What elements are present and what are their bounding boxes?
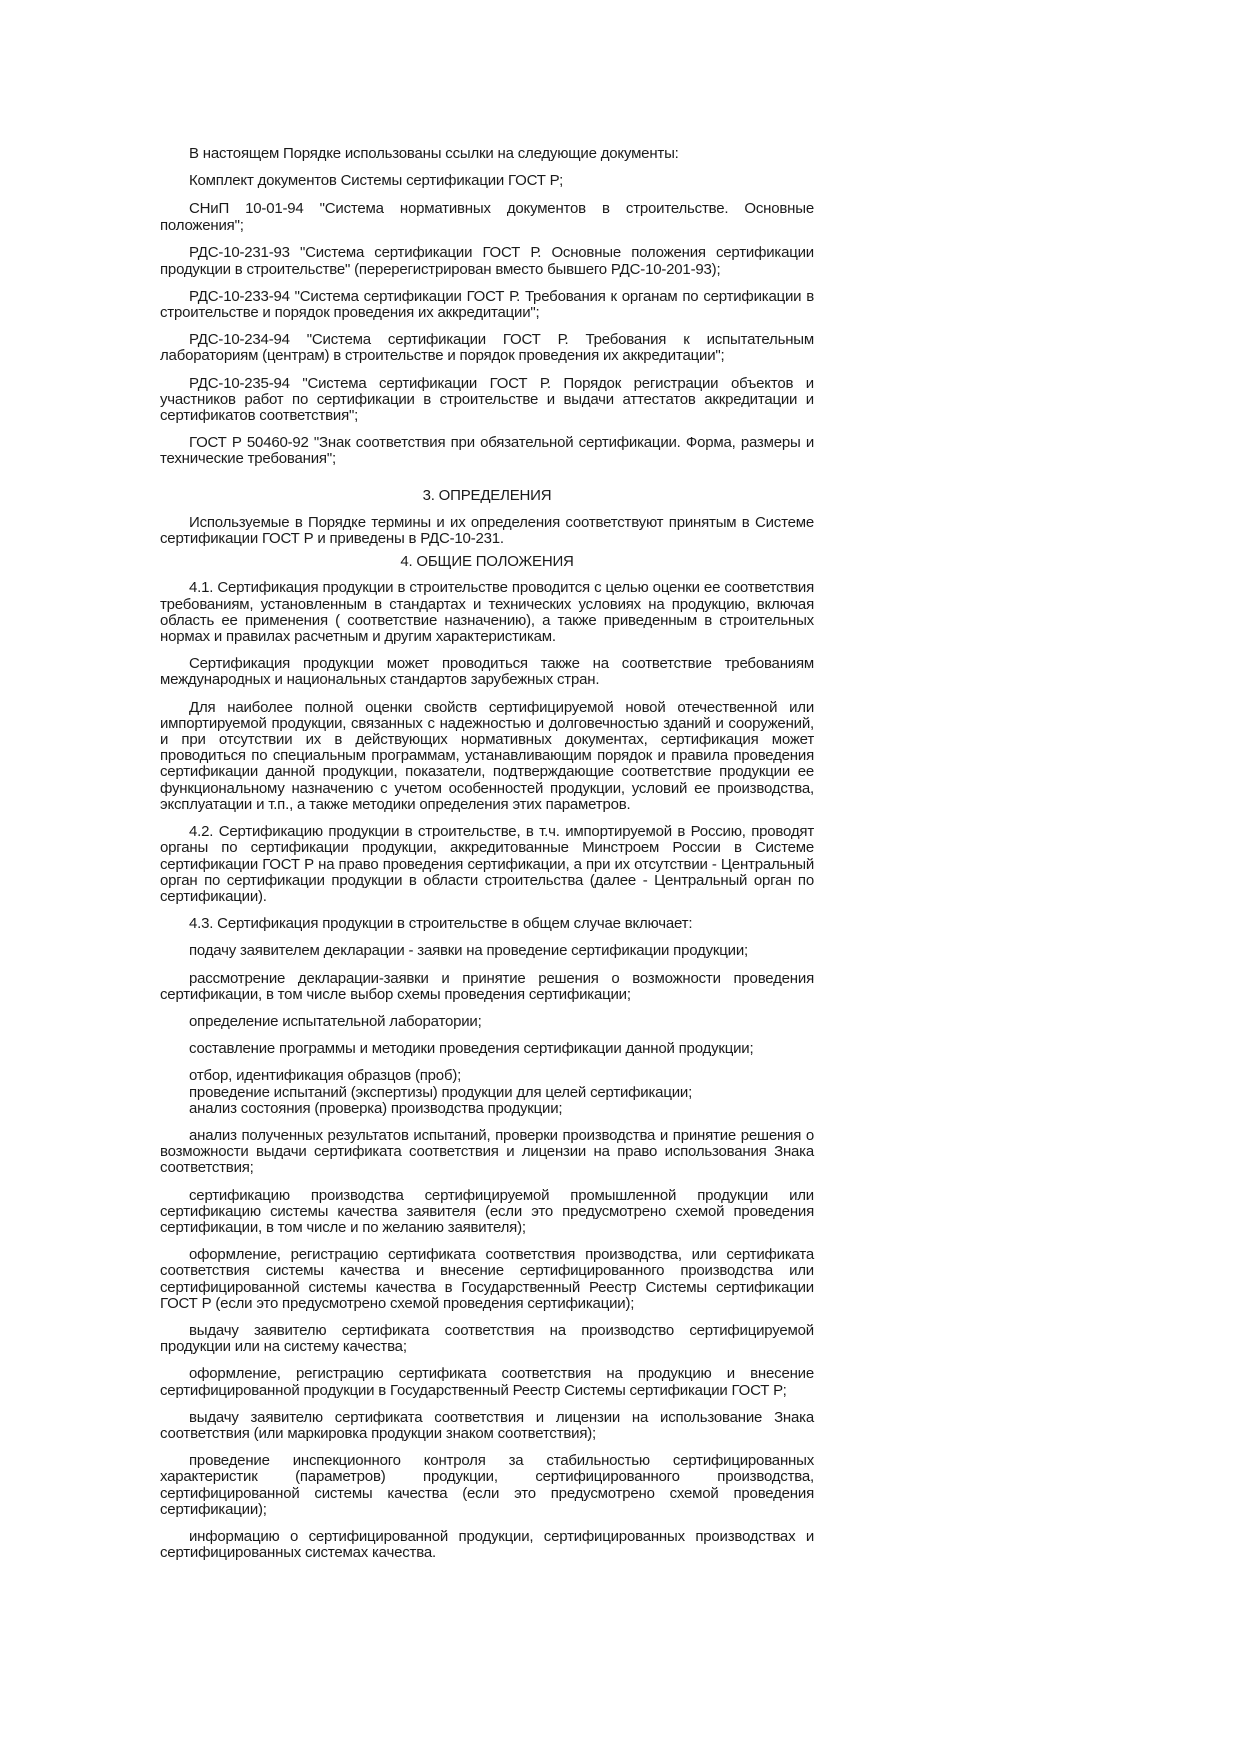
list-item: информацию о сертифицированной продукции, сертифицированных производствах и сертифицированных системах качества. — [160, 1528, 814, 1562]
list-item: проведение инспекционного контроля за стабильностью сертифицированных характеристик (параметров) продукции, сертифицированного производства, сертифицированной системы качества (если это предусмотрено схемой проведения сертификации); — [160, 1452, 814, 1518]
reference-item: РДС-10-233-94 "Система сертификации ГОСТ Р. Требования к органам по сертификации в строительстве и порядок проведения их аккредитации"; — [160, 287, 814, 322]
section-3-text: Используемые в Порядке термины и их определения соответствуют принятым в Системе сертификации ГОСТ Р и приведены в РДС-10-231. — [160, 513, 814, 548]
reference-item: ГОСТ Р 50460-92 "Знак соответствия при обязательной сертификации. Форма, размеры и технические требования"; — [160, 434, 814, 468]
list-item: рассмотрение декларации-заявки и принятие решения о возможности проведения сертификации, в том числе выбор схемы проведения сертификации; — [160, 969, 814, 1003]
list-item: определение испытательной лаборатории; — [189, 1012, 482, 1030]
clause-4-1: 4.1. Сертификация продукции в строительстве проводится с целью оценки ее соответствия требованиям, установленным в стандартах и технических условиях на продукцию, включая область ее применения ( соответствие назначению), а также приведенным в строительных нормах и правилах расчетным и другим характеристикам. — [160, 579, 814, 646]
list-item: подачу заявителем декларации - заявки на проведение сертификации продукции; — [189, 942, 748, 960]
clause-4-3: 4.3. Сертификация продукции в строительстве в общем случае включает: — [189, 915, 693, 933]
list-item: проведение испытаний (экспертизы) продукции для целей сертификации; — [189, 1083, 693, 1101]
section-4-heading: 4. ОБЩИЕ ПОЛОЖЕНИЯ — [400, 553, 574, 571]
reference-item: РДС-10-231-93 "Система сертификации ГОСТ Р. Основные положения сертификации продукции в строительстве" (перерегистрирован вместо бывшего РДС-10-201-93); — [160, 244, 814, 278]
references-intro: В настоящем Порядке использованы ссылки на следующие документы: — [189, 145, 679, 162]
section-3-heading: 3. ОПРЕДЕЛЕНИЯ — [422, 486, 552, 504]
reference-item: РДС-10-235-94 "Система сертификации ГОСТ Р. Порядок регистрации объектов и участников работ по сертификации в строительстве и выдачи аттестатов аккредитации и сертификатов соответствия"; — [160, 374, 814, 425]
reference-item: РДС-10-234-94 "Система сертификации ГОСТ Р. Требования к испытательным лабораториям (центрам) в строительстве и порядок проведения их аккредитации"; — [160, 331, 814, 365]
reference-item: СНиП 10-01-94 "Система нормативных документов в строительстве. Основные положения"; — [160, 200, 814, 235]
document-page — [160, 146, 814, 1572]
list-item: анализ полученных результатов испытаний, проверки производства и принятие решения о возможности выдачи сертификата соответствия и лицензии на право использования Знака соответствия; — [160, 1126, 814, 1177]
list-item: оформление, регистрацию сертификата соответствия на продукцию и внесение сертифицированной продукции в Государственный Реестр Системы сертификации ГОСТ Р; — [160, 1365, 814, 1399]
clause-4-2: 4.2. Сертификацию продукции в строительстве, в т.ч. импортируемой в Россию, проводят органы по сертификации продукции, аккредитованные Минстроем России в Системе сертификации ГОСТ Р на право проведения сертификации, а при их отсутствии - Центральный орган по сертификации продукции в области строительства (далее - Центральный орган по сертификации). — [160, 823, 814, 905]
list-item: сертификацию производства сертифицируемой промышленной продукции или сертификацию системы качества заявителя (если это предусмотрено схемой проведения сертификации, в том числе и по желанию заявителя); — [160, 1186, 814, 1236]
list-item: составление программы и методики проведения сертификации данной продукции; — [189, 1040, 754, 1058]
paragraph-international-standards: Сертификация продукции может проводиться также на соответствие требованиям международных и национальных стандартов зарубежных стран. — [160, 655, 814, 689]
paragraph-special-programs: Для наиболее полной оценки свойств сертифицируемой новой отечественной или импортируемой продукции, связанных с надежностью и долговечностью зданий и сооружений, и при отсутствии их в действующих нормативных документах, сертификация может проводиться по специальным программам, устанавливающим порядок и правила проведения сертификации данной продукции, показатели, подтверждающие соответствие продукции ее функциональному назначению с учетом особенностей продукции, условий ее производства, эксплуатации и т.п., а также методики определения этих параметров. — [160, 698, 814, 813]
list-item: выдачу заявителю сертификата соответствия на производство сертифицируемой продукции или на систему качества; — [160, 1321, 814, 1356]
list-item: анализ состояния (проверка) производства продукции; — [189, 1099, 563, 1117]
list-item: отбор, идентификация образцов (проб); — [189, 1067, 462, 1085]
list-item: оформление, регистрацию сертификата соответствия производства, или сертификата соответствия системы качества и внесение сертифицированного производства или сертифицированной системы качества в Государственный Реестр Системы сертификации ГОСТ Р (если это предусмотрено схемой проведения сертификации); — [160, 1246, 814, 1312]
list-item: выдачу заявителю сертификата соответствия и лицензии на использование Знака соответствия (или маркировка продукции знаком соответствия); — [160, 1408, 814, 1442]
reference-item: Комплект документов Системы сертификации ГОСТ Р; — [189, 172, 564, 190]
